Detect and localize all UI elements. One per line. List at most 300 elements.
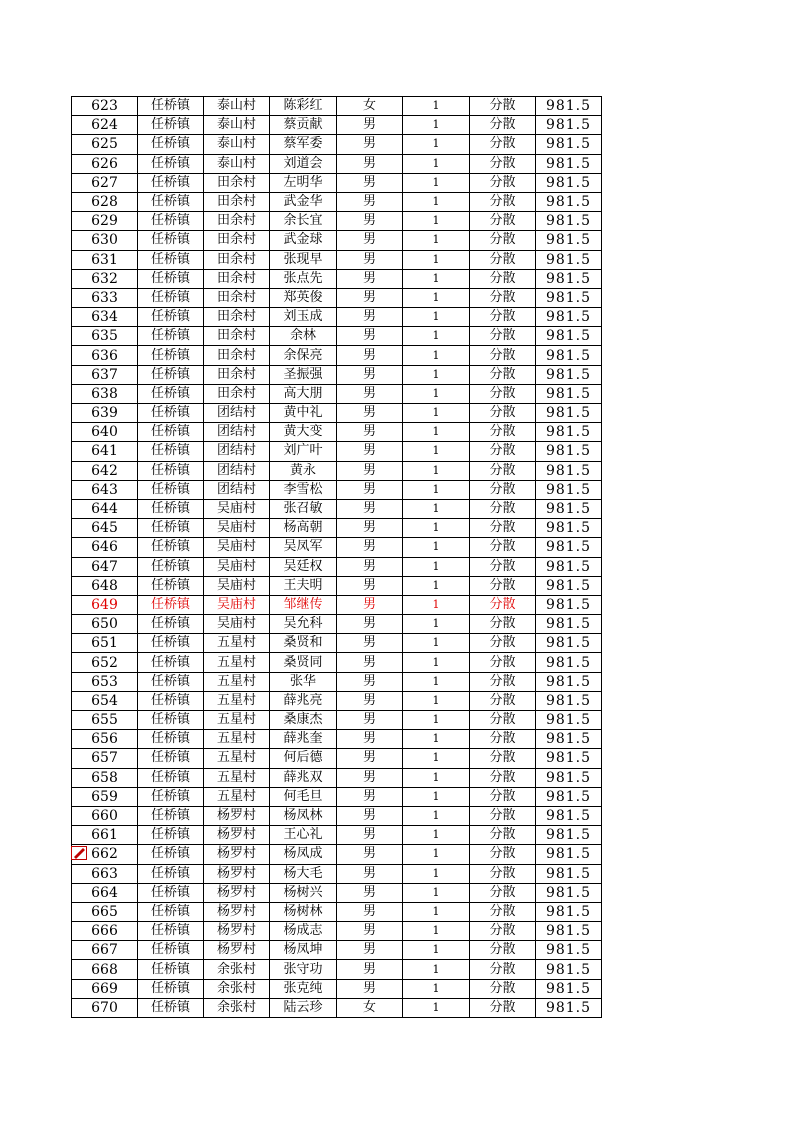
town-cell: 任桥镇 (138, 212, 204, 231)
table-row (72, 960, 602, 979)
name-cell: 杨树兴 (270, 883, 337, 902)
village-cell: 杨罗村 (204, 845, 270, 864)
name-cell: 郑英俊 (270, 288, 337, 307)
type-cell: 分散 (470, 883, 536, 902)
row-number-cell: 648 (72, 576, 138, 595)
village-cell: 团结村 (204, 404, 270, 423)
count-cell: 1 (403, 806, 470, 825)
village-cell: 泰山村 (204, 116, 270, 135)
row-number-cell: 632 (72, 269, 138, 288)
type-cell: 分散 (470, 845, 536, 864)
count-cell: 1 (403, 730, 470, 749)
row-number-cell: 662 (72, 845, 138, 864)
village-cell: 五星村 (204, 730, 270, 749)
village-cell: 五星村 (204, 634, 270, 653)
table-row (72, 845, 602, 864)
gender-cell: 男 (337, 538, 403, 557)
amount-cell: 981.5 (536, 768, 602, 787)
table-row (72, 442, 602, 461)
count-cell: 1 (403, 672, 470, 691)
village-cell: 五星村 (204, 711, 270, 730)
village-cell: 吴庙村 (204, 576, 270, 595)
count-cell: 1 (403, 864, 470, 883)
gender-cell: 男 (337, 327, 403, 346)
town-cell: 任桥镇 (138, 922, 204, 941)
type-cell: 分散 (470, 672, 536, 691)
table-row (72, 97, 602, 116)
type-cell: 分散 (470, 634, 536, 653)
row-number-cell: 656 (72, 730, 138, 749)
type-cell: 分散 (470, 499, 536, 518)
type-cell: 分散 (470, 288, 536, 307)
count-cell: 1 (403, 902, 470, 921)
gender-cell: 男 (337, 231, 403, 250)
type-cell: 分散 (470, 922, 536, 941)
village-cell: 泰山村 (204, 135, 270, 154)
row-number-cell: 625 (72, 135, 138, 154)
gender-cell: 男 (337, 768, 403, 787)
table-row (72, 365, 602, 384)
village-cell: 杨罗村 (204, 922, 270, 941)
type-cell: 分散 (470, 231, 536, 250)
count-cell: 1 (403, 615, 470, 634)
village-cell: 田余村 (204, 231, 270, 250)
amount-cell: 981.5 (536, 787, 602, 806)
town-cell: 任桥镇 (138, 826, 204, 845)
name-cell: 蔡贡献 (270, 116, 337, 135)
row-number-cell: 637 (72, 365, 138, 384)
table-row (72, 653, 602, 672)
amount-cell: 981.5 (536, 135, 602, 154)
name-cell: 杨成志 (270, 922, 337, 941)
row-number-cell: 660 (72, 806, 138, 825)
name-cell: 余长宜 (270, 212, 337, 231)
gender-cell: 男 (337, 883, 403, 902)
village-cell: 杨罗村 (204, 941, 270, 960)
type-cell: 分散 (470, 691, 536, 710)
town-cell: 任桥镇 (138, 461, 204, 480)
gender-cell: 男 (337, 154, 403, 173)
count-cell: 1 (403, 423, 470, 442)
village-cell: 田余村 (204, 346, 270, 365)
row-number-cell: 638 (72, 384, 138, 403)
name-cell: 杨大毛 (270, 864, 337, 883)
count-cell: 1 (403, 653, 470, 672)
town-cell: 任桥镇 (138, 595, 204, 614)
row-number-cell: 668 (72, 960, 138, 979)
table-row (72, 135, 602, 154)
count-cell: 1 (403, 998, 470, 1017)
amount-cell: 981.5 (536, 97, 602, 116)
name-cell: 余林 (270, 327, 337, 346)
type-cell: 分散 (470, 711, 536, 730)
gender-cell: 男 (337, 806, 403, 825)
count-cell: 1 (403, 97, 470, 116)
name-cell: 杨树林 (270, 902, 337, 921)
town-cell: 任桥镇 (138, 806, 204, 825)
amount-cell: 981.5 (536, 288, 602, 307)
count-cell: 1 (403, 883, 470, 902)
table-row (72, 308, 602, 327)
amount-cell: 981.5 (536, 499, 602, 518)
count-cell: 1 (403, 192, 470, 211)
gender-cell: 男 (337, 480, 403, 499)
town-cell: 任桥镇 (138, 615, 204, 634)
name-cell: 杨凤林 (270, 806, 337, 825)
village-cell: 五星村 (204, 768, 270, 787)
count-cell: 1 (403, 922, 470, 941)
table-row (72, 231, 602, 250)
row-number-cell: 651 (72, 634, 138, 653)
type-cell: 分散 (470, 442, 536, 461)
type-cell: 分散 (470, 423, 536, 442)
amount-cell: 981.5 (536, 404, 602, 423)
amount-cell: 981.5 (536, 461, 602, 480)
gender-cell: 男 (337, 653, 403, 672)
table-row (72, 922, 602, 941)
row-number-cell: 663 (72, 864, 138, 883)
town-cell: 任桥镇 (138, 231, 204, 250)
village-cell: 田余村 (204, 327, 270, 346)
row-number-cell: 635 (72, 327, 138, 346)
count-cell: 1 (403, 288, 470, 307)
type-cell: 分散 (470, 308, 536, 327)
amount-cell: 981.5 (536, 883, 602, 902)
town-cell: 任桥镇 (138, 787, 204, 806)
row-number-cell: 624 (72, 116, 138, 135)
row-number-cell: 661 (72, 826, 138, 845)
row-number-cell: 628 (72, 192, 138, 211)
name-cell: 黄中礼 (270, 404, 337, 423)
town-cell: 任桥镇 (138, 480, 204, 499)
village-cell: 泰山村 (204, 154, 270, 173)
beneficiary-table (71, 96, 602, 1018)
gender-cell: 男 (337, 461, 403, 480)
gender-cell: 男 (337, 173, 403, 192)
town-cell: 任桥镇 (138, 384, 204, 403)
count-cell: 1 (403, 519, 470, 538)
type-cell: 分散 (470, 538, 536, 557)
type-cell: 分散 (470, 404, 536, 423)
amount-cell: 981.5 (536, 806, 602, 825)
amount-cell: 981.5 (536, 615, 602, 634)
amount-cell: 981.5 (536, 423, 602, 442)
type-cell: 分散 (470, 269, 536, 288)
village-cell: 吴庙村 (204, 557, 270, 576)
town-cell: 任桥镇 (138, 365, 204, 384)
count-cell: 1 (403, 365, 470, 384)
gender-cell: 男 (337, 135, 403, 154)
type-cell: 分散 (470, 864, 536, 883)
town-cell: 任桥镇 (138, 768, 204, 787)
name-cell: 张守功 (270, 960, 337, 979)
table-row (72, 250, 602, 269)
table-row (72, 154, 602, 173)
amount-cell: 981.5 (536, 384, 602, 403)
town-cell: 任桥镇 (138, 979, 204, 998)
row-number-cell: 650 (72, 615, 138, 634)
village-cell: 五星村 (204, 749, 270, 768)
gender-cell: 男 (337, 691, 403, 710)
name-cell: 张华 (270, 672, 337, 691)
amount-cell: 981.5 (536, 346, 602, 365)
row-number-cell: 627 (72, 173, 138, 192)
town-cell: 任桥镇 (138, 499, 204, 518)
name-cell: 张召敏 (270, 499, 337, 518)
name-cell: 薛兆双 (270, 768, 337, 787)
town-cell: 任桥镇 (138, 538, 204, 557)
gender-cell: 女 (337, 998, 403, 1017)
amount-cell: 981.5 (536, 711, 602, 730)
count-cell: 1 (403, 557, 470, 576)
table-row (72, 979, 602, 998)
amount-cell: 981.5 (536, 634, 602, 653)
town-cell: 任桥镇 (138, 941, 204, 960)
count-cell: 1 (403, 480, 470, 499)
type-cell: 分散 (470, 250, 536, 269)
type-cell: 分散 (470, 730, 536, 749)
amount-cell: 981.5 (536, 576, 602, 595)
town-cell: 任桥镇 (138, 154, 204, 173)
table-row (72, 595, 602, 614)
name-cell: 薛兆奎 (270, 730, 337, 749)
name-cell: 陆云珍 (270, 998, 337, 1017)
count-cell: 1 (403, 595, 470, 614)
name-cell: 杨凤成 (270, 845, 337, 864)
name-cell: 桑贤同 (270, 653, 337, 672)
village-cell: 团结村 (204, 423, 270, 442)
town-cell: 任桥镇 (138, 442, 204, 461)
row-number-cell: 652 (72, 653, 138, 672)
table-row (72, 173, 602, 192)
gender-cell: 男 (337, 116, 403, 135)
amount-cell: 981.5 (536, 192, 602, 211)
count-cell: 1 (403, 499, 470, 518)
count-cell: 1 (403, 250, 470, 269)
town-cell: 任桥镇 (138, 691, 204, 710)
gender-cell: 男 (337, 346, 403, 365)
amount-cell: 981.5 (536, 691, 602, 710)
type-cell: 分散 (470, 826, 536, 845)
name-cell: 王夫明 (270, 576, 337, 595)
count-cell: 1 (403, 749, 470, 768)
amount-cell: 981.5 (536, 557, 602, 576)
town-cell: 任桥镇 (138, 634, 204, 653)
amount-cell: 981.5 (536, 922, 602, 941)
town-cell: 任桥镇 (138, 864, 204, 883)
name-cell: 张点先 (270, 269, 337, 288)
village-cell: 泰山村 (204, 97, 270, 116)
village-cell: 田余村 (204, 288, 270, 307)
gender-cell: 男 (337, 864, 403, 883)
village-cell: 五星村 (204, 787, 270, 806)
town-cell: 任桥镇 (138, 519, 204, 538)
name-cell: 左明华 (270, 173, 337, 192)
town-cell: 任桥镇 (138, 308, 204, 327)
town-cell: 任桥镇 (138, 845, 204, 864)
count-cell: 1 (403, 461, 470, 480)
row-number-cell: 670 (72, 998, 138, 1017)
amount-cell: 981.5 (536, 749, 602, 768)
gender-cell: 男 (337, 595, 403, 614)
type-cell: 分散 (470, 154, 536, 173)
gender-cell: 女 (337, 97, 403, 116)
table-row (72, 538, 602, 557)
row-number-cell: 631 (72, 250, 138, 269)
row-number-cell: 667 (72, 941, 138, 960)
type-cell: 分散 (470, 384, 536, 403)
type-cell: 分散 (470, 135, 536, 154)
type-cell: 分散 (470, 960, 536, 979)
gender-cell: 男 (337, 384, 403, 403)
type-cell: 分散 (470, 519, 536, 538)
amount-cell: 981.5 (536, 231, 602, 250)
row-number-cell: 644 (72, 499, 138, 518)
town-cell: 任桥镇 (138, 116, 204, 135)
table-row (72, 423, 602, 442)
name-cell: 邹继传 (270, 595, 337, 614)
row-number-cell: 664 (72, 883, 138, 902)
type-cell: 分散 (470, 806, 536, 825)
amount-cell: 981.5 (536, 269, 602, 288)
count-cell: 1 (403, 346, 470, 365)
row-number-cell: 623 (72, 97, 138, 116)
table-row (72, 346, 602, 365)
row-number-cell: 643 (72, 480, 138, 499)
count-cell: 1 (403, 538, 470, 557)
gender-cell: 男 (337, 979, 403, 998)
village-cell: 五星村 (204, 672, 270, 691)
row-number-cell: 653 (72, 672, 138, 691)
amount-cell: 981.5 (536, 519, 602, 538)
count-cell: 1 (403, 212, 470, 231)
row-number-cell: 657 (72, 749, 138, 768)
type-cell: 分散 (470, 192, 536, 211)
village-cell: 杨罗村 (204, 826, 270, 845)
town-cell: 任桥镇 (138, 960, 204, 979)
town-cell: 任桥镇 (138, 97, 204, 116)
table-row (72, 730, 602, 749)
gender-cell: 男 (337, 269, 403, 288)
type-cell: 分散 (470, 902, 536, 921)
town-cell: 任桥镇 (138, 557, 204, 576)
gender-cell: 男 (337, 499, 403, 518)
village-cell: 吴庙村 (204, 538, 270, 557)
village-cell: 杨罗村 (204, 806, 270, 825)
gender-cell: 男 (337, 519, 403, 538)
row-number-cell: 665 (72, 902, 138, 921)
name-cell: 蔡军委 (270, 135, 337, 154)
row-number-cell: 634 (72, 308, 138, 327)
table-row (72, 404, 602, 423)
town-cell: 任桥镇 (138, 269, 204, 288)
row-number-cell: 654 (72, 691, 138, 710)
gender-cell: 男 (337, 192, 403, 211)
type-cell: 分散 (470, 979, 536, 998)
table-row (72, 787, 602, 806)
count-cell: 1 (403, 135, 470, 154)
town-cell: 任桥镇 (138, 998, 204, 1017)
count-cell: 1 (403, 826, 470, 845)
type-cell: 分散 (470, 768, 536, 787)
village-cell: 吴庙村 (204, 615, 270, 634)
town-cell: 任桥镇 (138, 653, 204, 672)
name-cell: 何后德 (270, 749, 337, 768)
village-cell: 田余村 (204, 173, 270, 192)
row-number-cell: 658 (72, 768, 138, 787)
data-sheet (71, 96, 602, 1018)
row-number-cell: 636 (72, 346, 138, 365)
village-cell: 吴庙村 (204, 595, 270, 614)
type-cell: 分散 (470, 595, 536, 614)
type-cell: 分散 (470, 480, 536, 499)
count-cell: 1 (403, 442, 470, 461)
type-cell: 分散 (470, 173, 536, 192)
gender-cell: 男 (337, 787, 403, 806)
name-cell: 薛兆亮 (270, 691, 337, 710)
gender-cell: 男 (337, 826, 403, 845)
count-cell: 1 (403, 404, 470, 423)
table-row (72, 480, 602, 499)
count-cell: 1 (403, 941, 470, 960)
row-number-cell: 642 (72, 461, 138, 480)
type-cell: 分散 (470, 327, 536, 346)
count-cell: 1 (403, 116, 470, 135)
gender-cell: 男 (337, 845, 403, 864)
table-row (72, 327, 602, 346)
table-row (72, 212, 602, 231)
village-cell: 五星村 (204, 653, 270, 672)
village-cell: 团结村 (204, 461, 270, 480)
gender-cell: 男 (337, 576, 403, 595)
name-cell: 刘玉成 (270, 308, 337, 327)
amount-cell: 981.5 (536, 979, 602, 998)
table-row (72, 998, 602, 1017)
town-cell: 任桥镇 (138, 327, 204, 346)
village-cell: 团结村 (204, 442, 270, 461)
count-cell: 1 (403, 308, 470, 327)
table-row (72, 826, 602, 845)
name-cell: 桑贤和 (270, 634, 337, 653)
type-cell: 分散 (470, 116, 536, 135)
name-cell: 黄永 (270, 461, 337, 480)
count-cell: 1 (403, 154, 470, 173)
row-number-cell: 655 (72, 711, 138, 730)
row-number-cell: 629 (72, 212, 138, 231)
gender-cell: 男 (337, 615, 403, 634)
table-row (72, 902, 602, 921)
amount-cell: 981.5 (536, 480, 602, 499)
town-cell: 任桥镇 (138, 173, 204, 192)
table-row (72, 519, 602, 538)
count-cell: 1 (403, 576, 470, 595)
village-cell: 杨罗村 (204, 883, 270, 902)
table-row (72, 499, 602, 518)
name-cell: 余保亮 (270, 346, 337, 365)
type-cell: 分散 (470, 557, 536, 576)
amount-cell: 981.5 (536, 826, 602, 845)
table-row (72, 941, 602, 960)
count-cell: 1 (403, 979, 470, 998)
table-row (72, 384, 602, 403)
name-cell: 陈彩红 (270, 97, 337, 116)
gender-cell: 男 (337, 711, 403, 730)
town-cell: 任桥镇 (138, 192, 204, 211)
town-cell: 任桥镇 (138, 576, 204, 595)
town-cell: 任桥镇 (138, 902, 204, 921)
village-cell: 余张村 (204, 960, 270, 979)
village-cell: 余张村 (204, 998, 270, 1017)
